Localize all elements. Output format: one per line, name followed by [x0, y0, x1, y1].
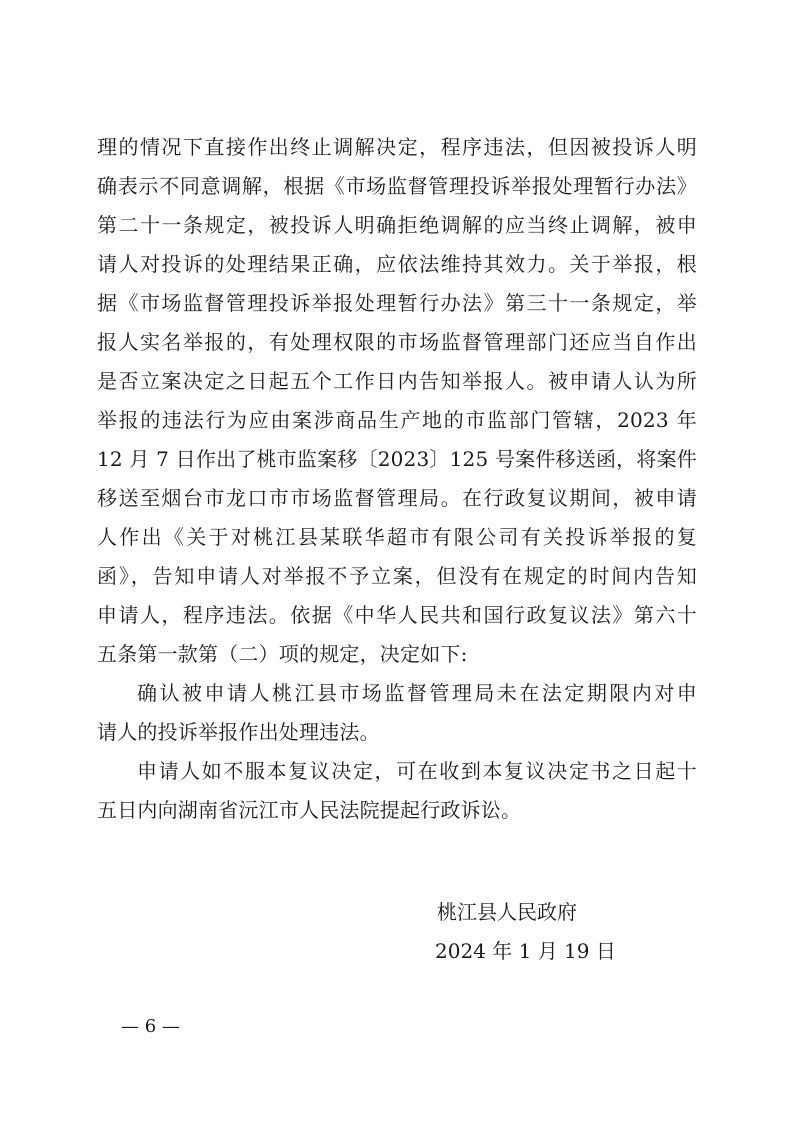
body-line: 五条第一款第（二）项的规定，决定如下: — [97, 642, 468, 666]
body-line: 请人对投诉的处理结果正确，应依法维持其效力。关于举报，根 — [97, 252, 697, 276]
body-line: 是否立案决定之日起五个工作日内告知举报人。被申请人认为所 — [97, 369, 697, 393]
appeal-notice-line: 五日内向湖南省沅江市人民法院提起行政诉讼。 — [97, 798, 522, 822]
body-line: 第二十一条规定，被投诉人明确拒绝调解的应当终止调解，被申 — [97, 213, 697, 237]
decision-line: 请人的投诉举报作出处理违法。 — [97, 720, 380, 744]
body-line: 人作出《关于对桃江县某联华超市有限公司有关投诉举报的复 — [97, 525, 697, 549]
signature-date: 2024 年 1 月 19 日 — [435, 939, 616, 963]
body-line: 申请人，程序违法。依据《中华人民共和国行政复议法》第六十 — [97, 603, 697, 627]
body-line: 据《市场监督管理投诉举报处理暂行办法》第三十一条规定，举 — [97, 291, 697, 315]
signature-organization: 桃江县人民政府 — [437, 900, 577, 924]
appeal-notice-line: 申请人如不服本复议决定，可在收到本复议决定书之日起十 — [137, 759, 697, 783]
page-number: — 6 — — [121, 1016, 180, 1037]
body-line: 报人实名举报的，有处理权限的市场监督管理部门还应当自作出 — [97, 330, 697, 354]
body-line: 确表示不同意调解，根据《市场监督管理投诉举报处理暂行办法》 — [97, 174, 697, 198]
body-line: 举报的违法行为应由案涉商品生产地的市监部门管辖，2023 年 — [97, 408, 697, 432]
body-line: 移送至烟台市龙口市市场监督管理局。在行政复议期间，被申请 — [97, 486, 697, 510]
body-line: 函》，告知申请人对举报不予立案，但没有在规定的时间内告知 — [97, 564, 697, 588]
decision-line: 确认被申请人桃江县市场监督管理局未在法定期限内对申 — [137, 681, 697, 705]
body-line: 12 月 7 日作出了桃市监案移〔2023〕125 号案件移送函，将案件 — [97, 447, 697, 471]
body-line: 理的情况下直接作出终止调解决定，程序违法，但因被投诉人明 — [97, 135, 697, 159]
